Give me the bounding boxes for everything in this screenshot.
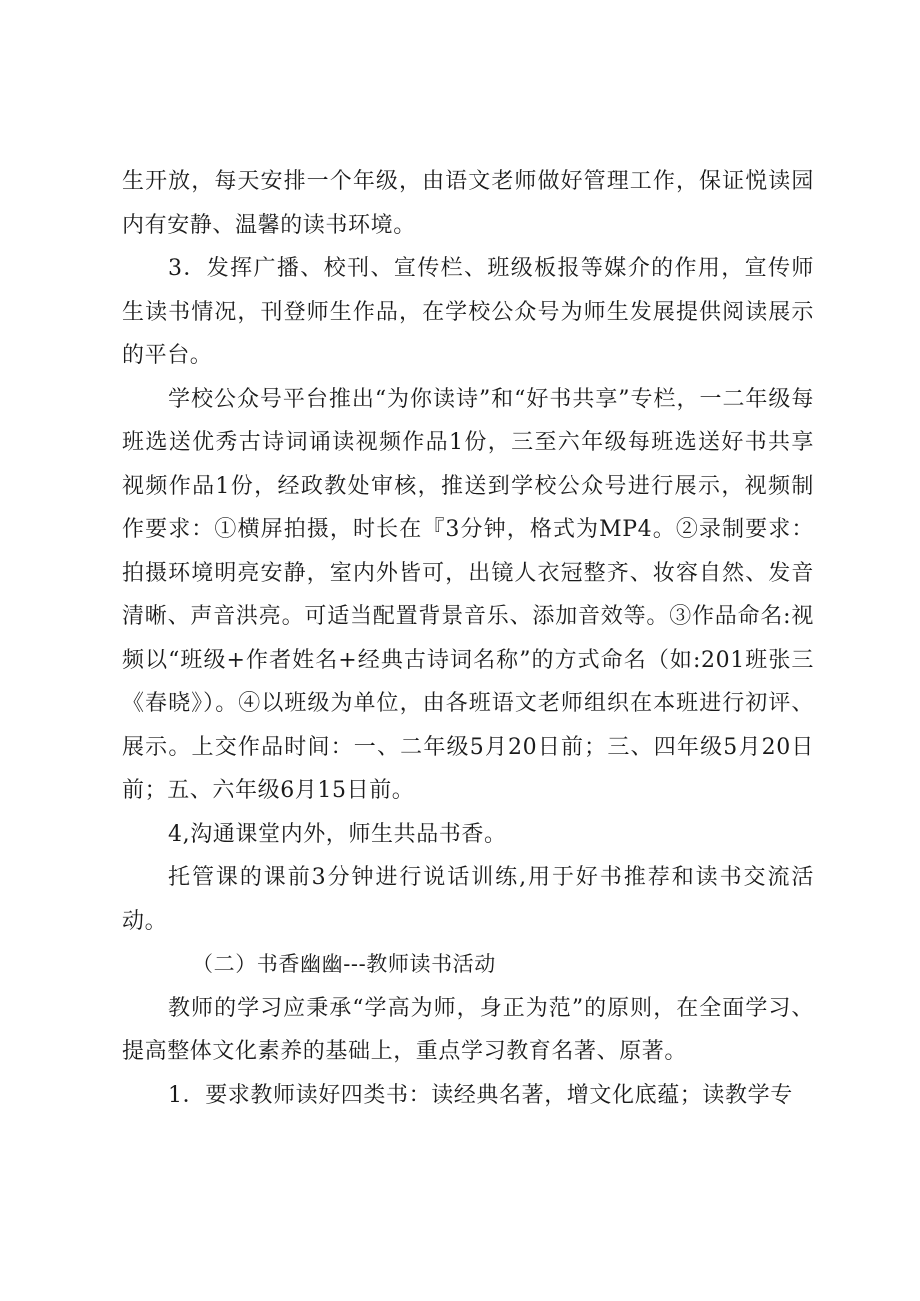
paragraph-continuation: 生开放，每天安排一个年级，由语文老师做好管理工作，保证悦读园内有安静、温馨的读书环境。 [122, 169, 814, 238]
section-heading: （二）书香幽幽---教师读书活动 [192, 952, 496, 976]
paragraph-speaking-training: 托管课的课前3分钟进行说话训练,用于好书推荐和读书交流活动。 [122, 865, 814, 934]
document-body [122, 160, 814, 1117]
paragraph-item-4: 4,沟通课堂内外，师生共品书香。 [168, 821, 507, 847]
paragraph-wechat-platform: 学校公众号平台推出“为你读诗”和“好书共享”专栏，一二年级每班选送优秀古诗词诵读视频作品1份，三至六年级每班选送好书共享视频作品1份，经政教处审核，推送到学校公众号进行展示，视频制作要求：①横屏拍摄，时长在『3分钟，格式为MP4。②录制要求：拍摄环境明亮安静，室内外皆可，出镜人衣冠整齐、妆容自然、发音清晰、声音洪亮。可适当配置背景音乐、添加音效等。③作品命名:视频以“班级+作者姓名+经典古诗词名称”的方式命名（如:201班张三《春晓》）。④以班级为单位，由各班语文老师组织在本班进行初评、展示。上交作品时间：一、二年级5月20日前；三、四年级5月20日前；五、六年级6月15日前。 [122, 386, 814, 803]
paragraph-teacher-item-1: 1．要求教师读好四类书：读经典名著，增文化底蕴；读教学专 [168, 1082, 793, 1108]
paragraph-teacher-learning: 教师的学习应秉承“学高为师，身正为范”的原则，在全面学习、提高整体文化素养的基础上，重点学习教育名著、原著。 [122, 995, 814, 1064]
paragraph-item-3: 3．发挥广播、校刊、宣传栏、班级板报等媒介的作用，宣传师生读书情况，刊登师生作品，在学校公众号为师生发展提供阅读展示的平台。 [122, 256, 814, 368]
